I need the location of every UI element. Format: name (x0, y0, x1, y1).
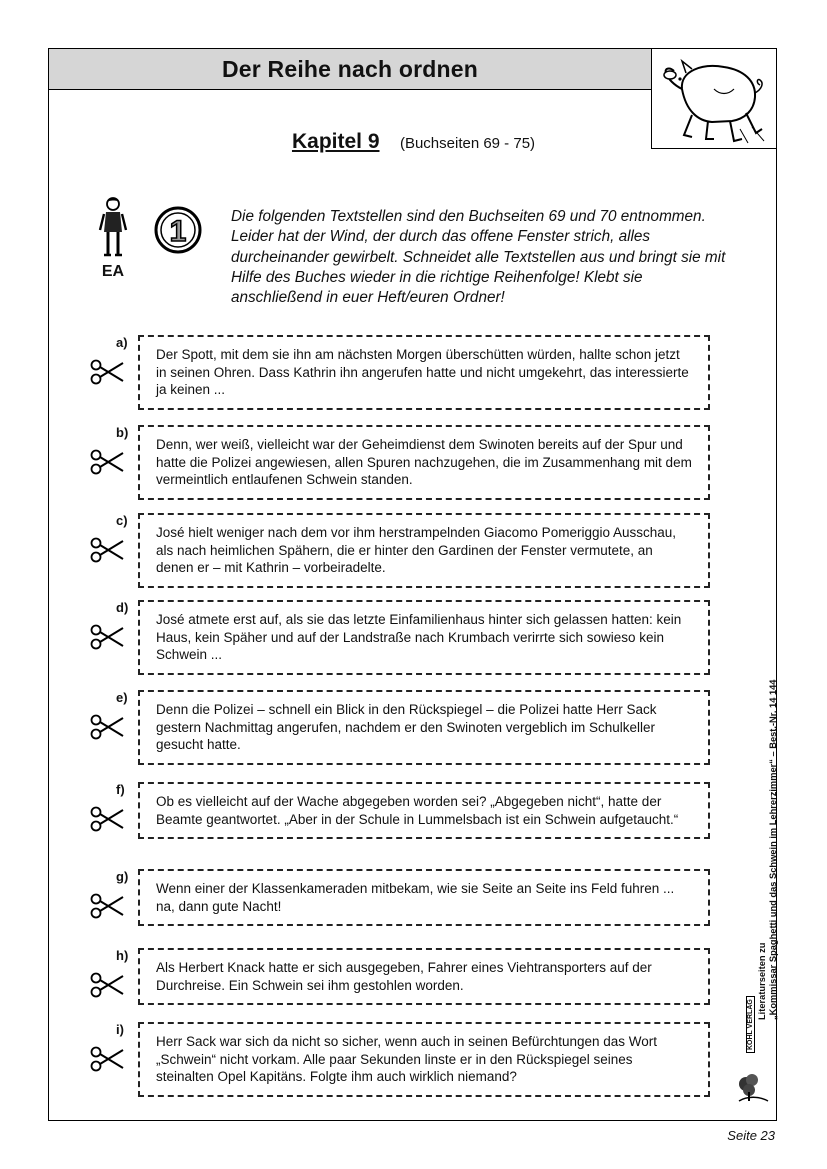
scissors-icon (90, 624, 124, 655)
snippet-text: José hielt weniger nach dem vor ihm herstrampelnden Giacomo Pomeriggio Ausschau, als nach heimlichen Spähern, die er hinter den Gardinen der Fenster vermutete, an denen er – mit Kathrin – vorbeiradelte. (138, 513, 710, 588)
page-number: Seite 23 (727, 1128, 775, 1143)
scissors-icon (90, 359, 124, 390)
page-title: Der Reihe nach ordnen (222, 55, 478, 82)
item-letter: a) (116, 335, 128, 350)
snippet-text: Als Herbert Knack hatte er sich ausgegeben, Fahrer eines Viehtransporters auf der Durchreise. Ein Schwein sei ihm gestohlen worden. (138, 948, 710, 1005)
item-letter: h) (116, 948, 129, 963)
snippet-text: Wenn einer der Klassenkameraden mitbekam, wie sie Seite an Seite ins Feld fuhren ... na, dann gute Nacht! (138, 869, 710, 926)
item-letter: i) (116, 1022, 124, 1037)
item-letter: g) (116, 869, 129, 884)
task-number: 1 (169, 215, 187, 248)
item-letter: d) (116, 600, 129, 615)
scissors-icon (90, 893, 124, 924)
snippet-text: Ob es vielleicht auf der Wache abgegeben worden sei? „Abgegeben nicht“, hatte der Beamte geantwortet. „Aber in der Schule in Lummelsbach ist ein Schwein aufgetaucht.“ (138, 782, 710, 839)
snippet-text: Denn, wer weiß, vielleicht war der Geheimdienst dem Swinoten bereits auf der Spur und hatte die Polizei angewiesen, allen Spuren nachzugehen, die im Zusammenhang mit dem vermeintlich entlaufenen Schwein standen. (138, 425, 710, 500)
chapter-title: Kapitel 9 (291, 130, 380, 153)
sidebar-book-info (739, 610, 778, 1110)
publisher-logo (737, 1072, 769, 1107)
snippet-text: Denn die Polizei – schnell ein Blick in den Rückspiegel – die Polizei hatte Herr Sack gestern Nachmittag angerufen, nachdem er den Swinoten vergeblich im Schulkeller gesucht hatte. (138, 690, 710, 765)
scissors-icon (90, 714, 124, 745)
tree-icon (737, 1072, 769, 1102)
item-letter: f) (116, 782, 125, 797)
work-form-indicator (96, 196, 130, 281)
sidebar-line-2: „Kommissar Spaghetti und das Schwein im Lehrerzimmer“ – Best.-Nr. 14 144 (768, 679, 778, 1020)
chapter-pages: (Buchseiten 69 - 75) (399, 135, 536, 152)
scissors-icon (90, 806, 124, 837)
scissors-icon (90, 449, 124, 480)
task-instructions: Die folgenden Textstellen sind den Buchseiten 69 und 70 entnommen. Leider hat der Wind, der durch das offene Fenster strich, alles durcheinander gewirbelt. Schneidet alle Textstellen aus und bringt sie mit Hilfe des Buches wieder in die richtige Reihenfolge! Klebt sie anschließend in euer Heft/euren Ordner! (231, 208, 726, 307)
publisher-label: KOHL VERLAG (746, 996, 755, 1053)
snippet-text: José atmete erst auf, als sie das letzte Einfamilienhaus hinter sich gelassen hatten: kein Haus, kein Späher und auf der Landstraße nach Krumbach verirrte sich sowieso kein Schwein ... (138, 600, 710, 675)
item-letter: b) (116, 425, 129, 440)
student-icon (98, 196, 128, 258)
sidebar-line-1: Literaturseiten zu (757, 942, 767, 1020)
scissors-icon (90, 972, 124, 1003)
task-number-badge (153, 205, 203, 260)
work-form-label: EA (101, 263, 125, 280)
snippet-text: Herr Sack war sich da nicht so sicher, wenn auch in seinen Befürchtungen das Wort „Schwein“ nicht vorkam. Alle paar Sekunden linste er in den Rückspiegel seines steinalten Opel Kapitäns. Folgte ihm auch wirklich niemand? (138, 1022, 710, 1097)
snippet-text: Der Spott, mit dem sie ihn am nächsten Morgen überschütten würden, hallte schon jetzt in seinen Ohren. Dass Kathrin ihn angerufen hatte und nicht umgekehrt, das interessierte ja keinen ... (138, 335, 710, 410)
scissors-icon (90, 1046, 124, 1077)
item-letter: c) (116, 513, 128, 528)
chapter-heading (0, 130, 827, 154)
item-letter: e) (116, 690, 128, 705)
page-header (48, 48, 651, 90)
scissors-icon (90, 537, 124, 568)
